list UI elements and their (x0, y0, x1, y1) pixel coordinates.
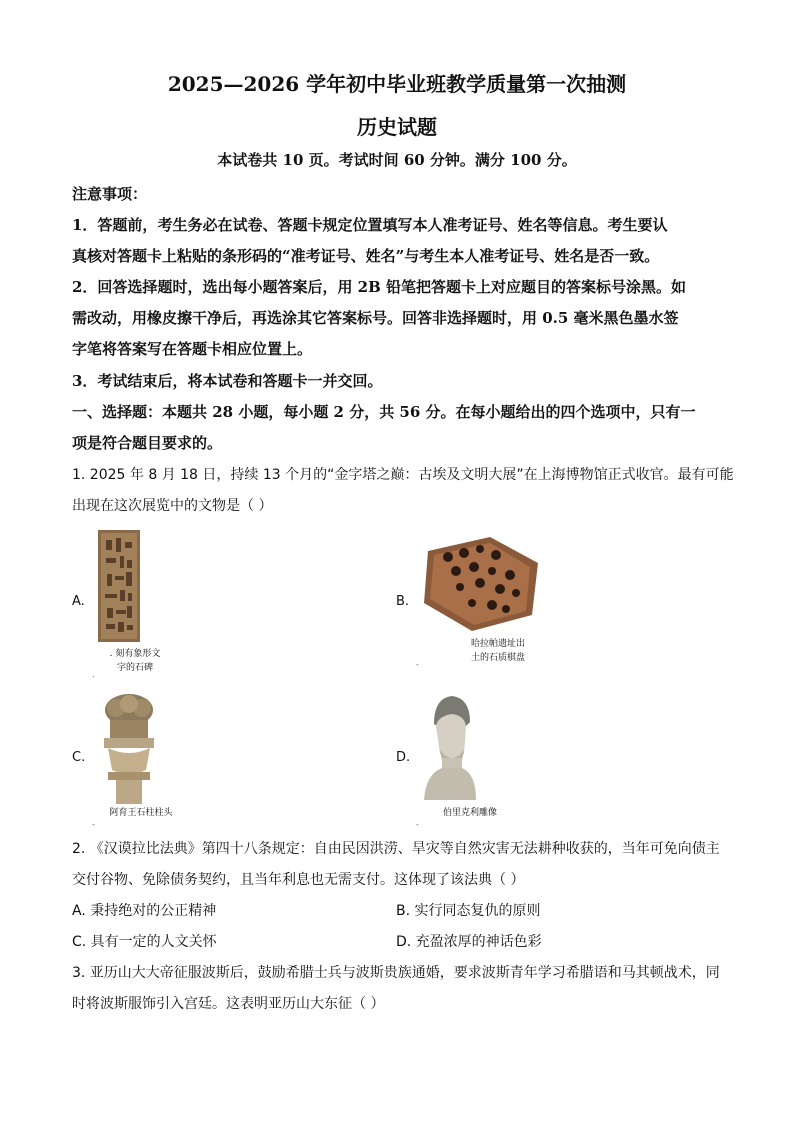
option-d-caption: 伯里克利雕像 (442, 808, 497, 818)
notice-line: 2．回答选择题时，选出每小题答案后，用 2B 铅笔把答题卡上对应题目的答案标号涂黑。如 (72, 278, 687, 296)
question-2-option-d[interactable]: D. 充盈浓厚的神话色彩 (396, 934, 542, 950)
notice-line: 字笔将答案写在答题卡相应位置上。 (72, 340, 313, 358)
section-heading: 项是符合题目要求的。 (72, 434, 223, 452)
option-b-caption: 哈拉帕遗址出 土的石质棋盘 (470, 639, 525, 663)
question-3-text: 3. 亚历山大大帝征服波斯后，鼓励希腊士兵与波斯贵族通婚，要求波斯青年学习希腊语和马其顿战术，同 (72, 965, 720, 981)
option-c-letter[interactable]: C. (72, 750, 86, 765)
question-3-text: 时将波斯服饰引入宫廷。这表明亚历山大东征（ ） (72, 996, 385, 1012)
question-1-text: 出现在这次展览中的文物是（ ） (72, 498, 273, 514)
notice-line: 3．考试结束后，将本试卷和答题卡一并交回。 (72, 372, 383, 390)
question-2-text: 2. 《汉谟拉比法典》第四十八条规定：自由民因洪涝、旱灾等自然灾害无法耕种收获的，当年可免向债主 (72, 841, 720, 857)
stone-board-image (420, 533, 544, 633)
pericles-bust-image (420, 694, 478, 800)
notice-line: 真核对答题卡上粘贴的条形码的“准考证号、姓名”与考生本人准考证号、姓名是否一致。 (72, 247, 660, 265)
notice-line: 需改动，用橡皮擦干净后，再选涂其它答案标号。回答非选择题时，用 0.5 毫米黑色墨水签 (72, 309, 679, 327)
option-d-letter[interactable]: D. (396, 750, 411, 765)
section-heading: 一、选择题：本题共 28 小题，每小题 2 分，共 56 分。在每小题给出的四个选项中，只有一 (72, 403, 696, 421)
question-2-text: 交付谷物、免除债务契约，且当年利息也无需支付。这体现了该法典（ ） (72, 872, 525, 888)
lion-capital-image (98, 692, 160, 804)
option-c-mark: - (92, 820, 95, 829)
option-c-caption: 阿育王石柱柱头 (109, 808, 173, 818)
exam-title: 2025—2026 学年初中毕业班教学质量第一次抽测 (167, 72, 627, 96)
option-a-caption: . 刻有象形文 字的石碑 (109, 649, 161, 673)
question-2-option-c[interactable]: C. 具有一定的人文关怀 (72, 934, 217, 950)
question-2-option-b[interactable]: B. 实行同态复仇的原则 (396, 903, 541, 919)
option-d-mark: - (416, 820, 419, 829)
option-b-mark: - (416, 660, 419, 669)
option-b-letter[interactable]: B. (396, 594, 410, 609)
stele-image (98, 530, 140, 642)
notice-line: 1．答题前，考生务必在试卷、答题卡规定位置填写本人准考证号、姓名等信息。考生要认 (72, 216, 668, 234)
exam-info: 本试卷共 10 页。考试时间 60 分钟。满分 100 分。 (217, 151, 577, 169)
notice-heading: 注意事项： (72, 185, 148, 203)
option-a-mark: . (92, 670, 95, 679)
question-2-option-a[interactable]: A. 秉持绝对的公正精神 (72, 903, 217, 919)
subject-title: 历史试题 (357, 115, 437, 139)
option-a-letter[interactable]: A. (72, 594, 85, 609)
question-1-text: 1. 2025 年 8 月 18 日，持续 13 个月的“金字塔之巅：古埃及文明大展”在上海博物馆正式收官。最有可能 (72, 467, 734, 483)
